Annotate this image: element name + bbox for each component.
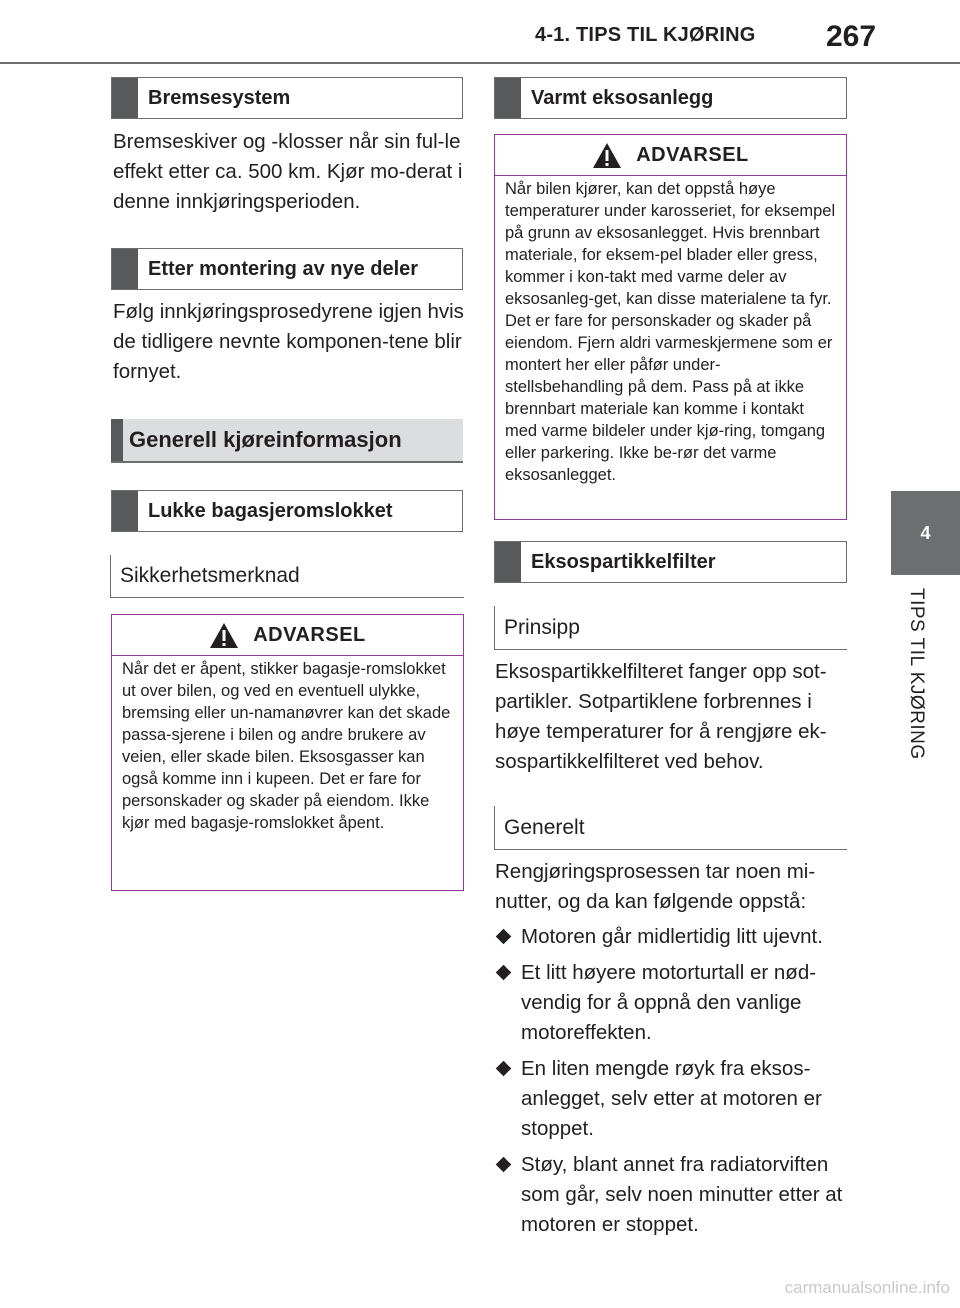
warning-title: ADVARSEL [253, 623, 366, 646]
subheading-sikkerhetsmerknad: Sikkerhetsmerknad [110, 555, 464, 598]
heading-marker [112, 78, 138, 118]
heading-marker [112, 249, 138, 289]
section-heading-eksospartikkelfilter [494, 541, 847, 583]
warning-box-eksosanlegg [494, 134, 847, 520]
etter-montering-paragraph: Følg innkjøringsprosedyrene igjen hvis de tidligere nevnte komponen-tene blir fornyet. [113, 300, 464, 383]
warning-title: ADVARSEL [636, 143, 749, 166]
list-item: Et litt høyere motorturtall er nød-vendig for å oppnå den vanlige motoreffekten. [495, 958, 855, 1048]
topic-heading-generell [111, 419, 463, 463]
heading-marker [495, 542, 521, 582]
heading-text: Etter montering av nye deler [148, 257, 419, 280]
list-item: Motoren går midlertidig litt ujevnt. [495, 922, 855, 952]
header-divider [0, 62, 960, 64]
heading-marker [111, 419, 123, 461]
warning-text: Når bilen kjører, kan det oppstå høye temperaturer under karosseriet, for eksempel på grunn av eksosanlegget. Hvis brennbart materiale, for eksem-pel blader eller gress, kommer i kon-takt med varme deler av eksosanleg-get, kan disse materialene ta fyr. Det er fare for personskader og skader på eiendom. Fjern aldri varmeskjermene som er montert her eller påfør under-stellsbehandling på dem. Pass på at ikke brennbart materiale kan komme i kontakt med varme bildeler under kjø-ring, tomgang eller parkering. Ikke be-rør det varme eksosanlegget. [505, 180, 836, 484]
heading-text: Generell kjøreinformasjon [129, 427, 402, 452]
section-title: 4-1. TIPS TIL KJØRING [535, 24, 756, 46]
page-number: 267 [826, 20, 877, 53]
heading-text: Eksospartikkelfilter [531, 550, 716, 573]
warning-header [495, 135, 846, 176]
heading-text: Bremsesystem [148, 86, 291, 109]
section-heading-varmt-eksosanlegg [494, 77, 847, 119]
list-item: Støy, blant annet fra radiatorviften som går, selv noen minutter etter at motoren er stoppet. [495, 1150, 855, 1240]
heading-text: Lukke bagasjeromslokket [148, 499, 393, 522]
bremsesystem-paragraph: Bremseskiver og -klosser når sin ful-le effekt etter ca. 500 km. Kjør mo-derat i denne innkjøringsperioden. [113, 130, 463, 213]
effects-list [495, 922, 855, 1246]
warning-header [112, 615, 463, 656]
warning-text: Når det er åpent, stikker bagasje-romslokket ut over bilen, og ved en eventuell ulykke, bremsing eller un-namanøvrer kan det skade passa-sjerene i bilen og andre brukere av veien, eller skade bilen. Eksosgasser kan også komme inn i kupeen. Det er fare for personskader og skader på eiendom. Ikke kjør med bagasje-romslokket åpent. [122, 660, 451, 832]
warning-box-bagasjeromslokket [111, 614, 464, 891]
generelt-paragraph: Rengjøringsprosessen tar noen mi-nutter, og da kan følgende oppstå: [495, 860, 816, 913]
subheading-generelt: Generelt [494, 806, 847, 850]
prinsipp-paragraph: Eksospartikkelfilteret fanger opp sot-partikler. Sotpartiklene forbrennes i høye temperaturer for å rengjøre ek-sospartikkelfilteret ved behov. [495, 660, 827, 773]
warning-triangle-icon [592, 142, 622, 169]
heading-marker [495, 78, 521, 118]
heading-marker [112, 491, 138, 531]
section-heading-etter-montering [111, 248, 463, 290]
heading-text: Varmt eksosanlegg [531, 86, 714, 109]
warning-triangle-icon [209, 622, 239, 649]
list-item: En liten mengde røyk fra eksos-anlegget, selv etter at motoren er stoppet. [495, 1054, 855, 1144]
subheading-prinsipp: Prinsipp [494, 606, 847, 650]
chapter-tab[interactable] [891, 491, 960, 575]
section-heading-bremsesystem [111, 77, 463, 119]
section-heading-lukke [111, 490, 463, 532]
chapter-tab-label: TIPS TIL KJØRING [906, 588, 927, 760]
chapter-tab-number: 4 [920, 522, 931, 543]
watermark: carmanualsonline.info [784, 1278, 950, 1297]
